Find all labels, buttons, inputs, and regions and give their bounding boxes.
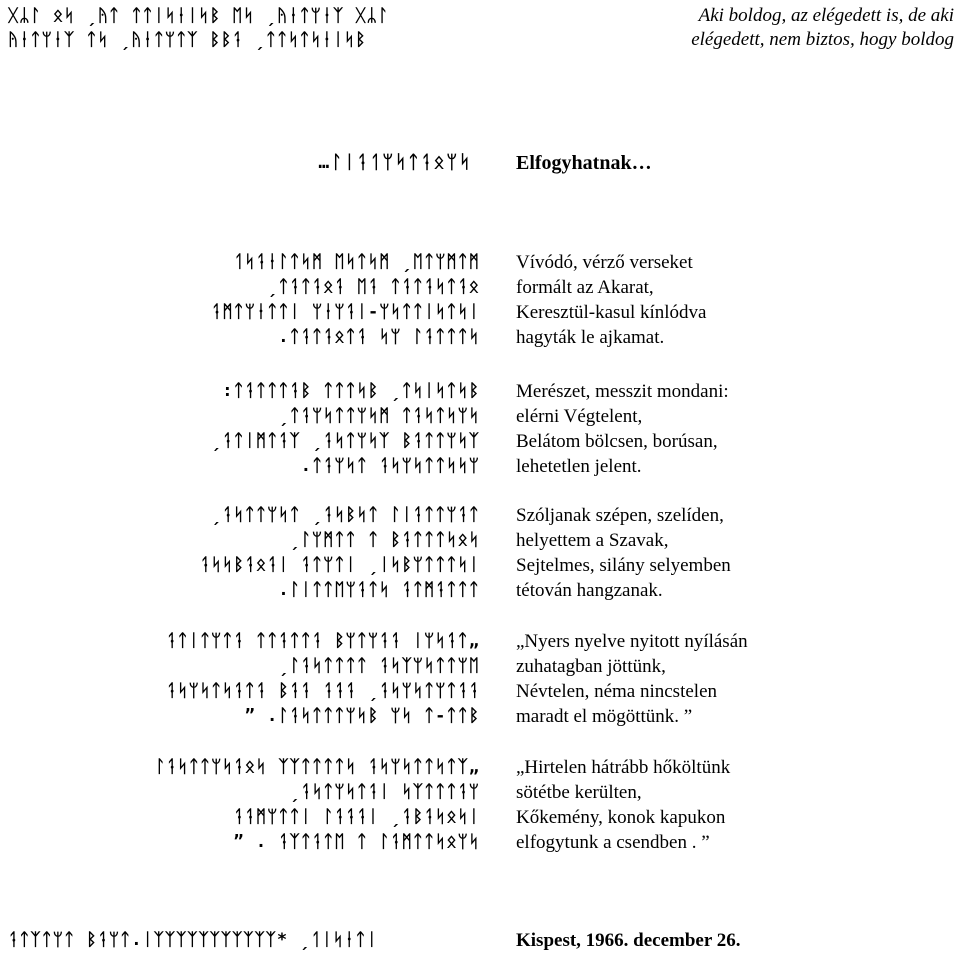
motto-latin-line: elégedett, nem biztos, hogy boldog: [691, 29, 954, 50]
verse-line: Belátom bölcsen, borúsan,: [516, 431, 718, 452]
verse-line: ˏᛑᛋᛏᛘᛋᛏᛑᛁ ᛋᛉᛏᛏᛏᛑᛘ: [289, 782, 480, 802]
verse-line: ˏᛏᛑᛘᛋᛏᛏᛘᛋᛗ ᛏᛑᛋᛏᛋᛘᛋ: [278, 406, 480, 426]
verse-line: .ᛚᛁᛏᛏᛖᛘᛑᛏᛋ ᛑᛏᛗᛑᛏᛏᛏ: [278, 580, 480, 600]
verse-line: :ᛏᛑᛏᛏᛏᛑᛒ ᛏᛏᛏᛋᛒ ˏᛏᛋᛁᛋᛏᛋᛒ: [222, 381, 480, 401]
verse-line: formált az Akarat,: [516, 277, 654, 298]
verse-line: Szóljanak szépen, szelíden,: [516, 505, 724, 526]
verse-line: elfogytunk a csendben . ”: [516, 832, 710, 853]
poem-title-runic: …ᛚᛁᛑᛐᛘᛋᛏᛑᛟᛘᛋ: [318, 152, 472, 173]
verse-line: Kőkemény, konok kapukon: [516, 807, 726, 828]
motto-latin: [534, 4, 954, 52]
motto-latin-line: Aki boldog, az elégedett is, de aki: [698, 5, 954, 26]
stanza-latin: [516, 379, 936, 479]
verse-line: ᛑᛑᛗᛘᛏᛏᛁ ᛚᛑᛑᛑᛁ ˏᛑᛒᛑᛋᛟᛋᛁ: [233, 807, 480, 827]
verse-line: helyettem a Szavak,: [516, 530, 669, 551]
verse-line: „Hirtelen hátrább hőköltünk: [516, 757, 731, 778]
stanza-latin: [516, 503, 936, 603]
verse-line: ᛑᛏᛁᛏᛘᛏᛑ ᛏᛏᛑᛏᛏᛑ ᛒᛘᛏᛘᛑᛑ ᛁᛘᛋᛑᛏ„: [166, 631, 480, 651]
verse-line: ” . ᛑᛉᛏᛑᛏᛖ ᛏ ᛚᛑᛗᛏᛏᛋᛟᛘᛋ: [233, 832, 480, 852]
stanza-runic: [60, 250, 480, 350]
verse-line: sötétbe kerülten,: [516, 782, 642, 803]
verse-line: Keresztül-kasul kínlódva: [516, 302, 707, 323]
stanza-runic: [60, 629, 480, 729]
verse-line: Sejtelmes, silány selyemben: [516, 555, 731, 576]
poem-title-latin: Elfogyhatnak…: [516, 152, 652, 174]
stanza-latin: [516, 755, 936, 855]
stanza-runic: [60, 379, 480, 479]
verse-line: ᛑᛗᛏᛘᛂᛏᛏᛁ ᛘᛂᛘᛑᛁ-ᛘᛋᛏᛏᛁᛋᛏᛋᛁ: [211, 302, 480, 322]
verse-line: maradt el mögöttünk. ”: [516, 706, 693, 727]
motto-runic-line: ᚷᛦᛚ ᛟᛋ ˏᚤᛏ ᛏᛏᛁᛋᛂᛁᛋᛒ ᛖᛋ ˏᚤᛂᛏᛘᛂᛉ ᚷᛦᛚ: [8, 6, 390, 26]
verse-line: .ᛏᛑᛘᛋᛏ ᛑᛋᛘᛋᛏᛏᛋᛋᛘ: [300, 456, 480, 476]
verse-line: hagyták le ajkamat.: [516, 327, 665, 348]
date-latin: Kispest, 1966. december 26.: [516, 930, 741, 951]
verse-line: ᛑᛋᛋᛒᛑᛟᛑᛁ ᛑᛏᛘᛏᛁ ˏᛁᛋᛒᛘᛏᛏᛏᛋᛁ: [199, 555, 480, 575]
stanza-runic: [60, 503, 480, 603]
verse-line: Vívódó, vérző verseket: [516, 252, 693, 273]
verse-line: ᛚᛑᛋᛏᛏᛘᛋᛑᛟᛋ ᛉᛉᛏᛏᛏᛏᛋ ᛑᛋᛘᛋᛏᛏᛋᛏᛉ„: [155, 757, 480, 777]
verse-line: Névtelen, néma nincstelen: [516, 681, 718, 702]
verse-line: lehetetlen jelent.: [516, 456, 642, 477]
date-runic: ᛑᛏᛉᛏᛘᛏ ᛒᛑᛘᛏ.ᛁᛉᛉᛉᛉᛉᛉᛉᛉᛉᛉᛉ* ˏᛐᛁᛋᛂᛏᛁ: [8, 930, 378, 950]
motto-runic-line: ᚤᛂᛏᛘᛂᛉ ᛏᛋ ˏᚤᛂᛏᛘᛏᛉ ᛒᛒᛑ ˏᛏᛏᛋᛏᛋᛂᛁᛋᛒ: [8, 30, 367, 50]
verse-line: Merészet, messzit mondani:: [516, 381, 729, 402]
verse-line: tétován hangzanak.: [516, 580, 663, 601]
motto-runic: [8, 4, 438, 52]
verse-line: ˏᛚᛘᛗᛏᛏ ᛏ ᛒᛑᛏᛏᛏᛋᛟᛋ: [289, 530, 480, 550]
verse-line: ᛐᛋᛑᛂᛚᛏᛋᛗ ᛖᛋᛏᛋᛗ ˏᛖᛏᛘᛗᛏᛗ: [233, 252, 480, 272]
verse-line: ˏᛑᛏᛁᛗᛏᛑᛉ ˏᛑᛋᛏᛘᛋᛉ ᛒᛑᛏᛏᛘᛋᛉ: [211, 431, 480, 451]
verse-line: zuhatagban jöttünk,: [516, 656, 666, 677]
verse-line: .ᛏᛑᛏᛑᛟᛏᛑ ᛋᛘ ᛚᛑᛏᛏᛏᛋ: [278, 327, 480, 347]
verse-line: ˏᛚᛑᛋᛏᛏᛏᛏ ᛑᛋᛉᛘᛋᛏᛏᛘᛖ: [278, 656, 480, 676]
verse-line: elérni Végtelent,: [516, 406, 643, 427]
verse-line: ˏᛑᛋᛏᛏᛘᛋᛏ ˏᛑᛋᛒᛋᛏ ᛚᛁᛑᛏᛏᛘᛑᛏ: [211, 505, 480, 525]
stanza-runic: [60, 755, 480, 855]
stanza-latin: [516, 250, 936, 350]
stanza-latin: [516, 629, 936, 729]
verse-line: „Nyers nyelve nyitott nyílásán: [516, 631, 748, 652]
verse-line: ˏᛏᛑᛏᛑᛟᛑ ᛖᛑ ᛏᛑᛏᛑᛋᛏᛑᛟ: [267, 277, 480, 297]
verse-line: ᛑᛋᛘᛋᛏᛋᛑᛏᛑ ᛒᛑᛑ ᛑᛑᛑ ˏᛑᛋᛘᛋᛏᛘᛏᛑᛑ: [166, 681, 480, 701]
verse-line: ” .ᛚᛑᛋᛏᛏᛏᛘᛋᛒ ᛘᛋ ᛏ-ᛏᛏᛒ: [244, 706, 480, 726]
